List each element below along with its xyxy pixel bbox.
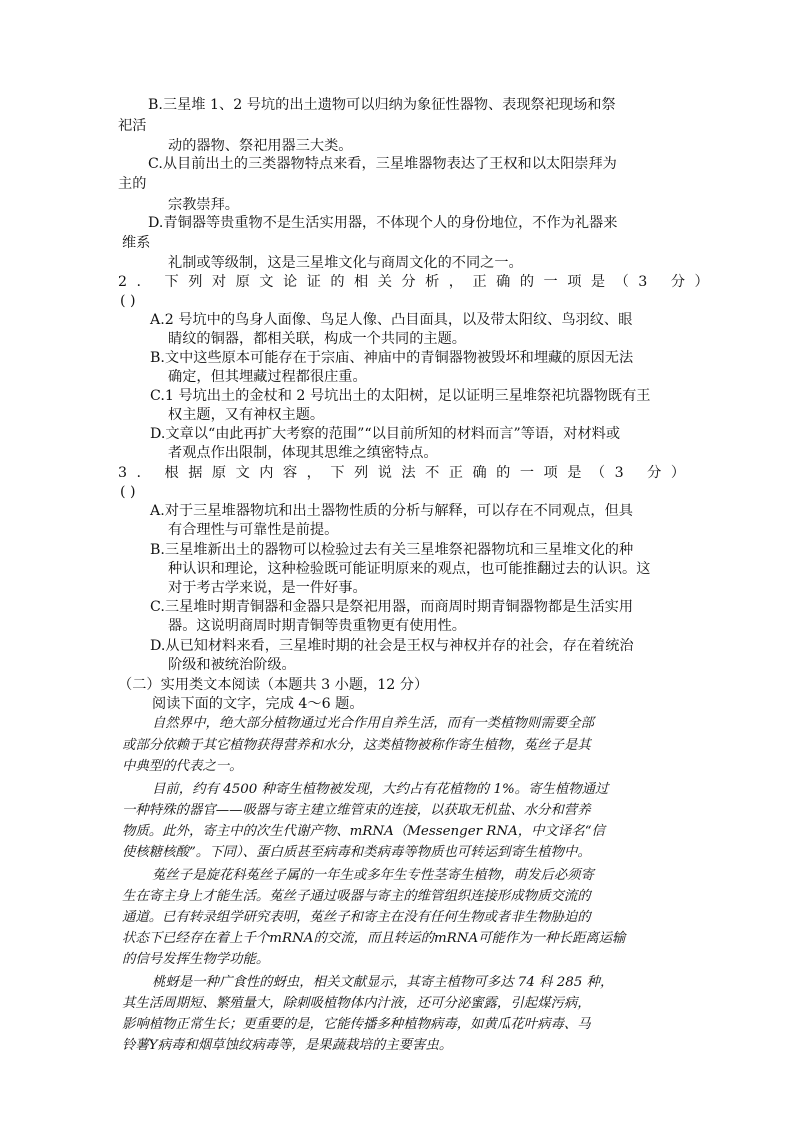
q3-stem: 3. 根据原文内容，下列说法不正确的一项是（3 分）	[118, 465, 695, 481]
q2-option-c-line1: C.1 号坑出土的金杖和 2 号坑出土的太阳树，足以证明三星堆祭祀坑器物既有王	[150, 388, 651, 404]
q2-answer-paren: ( )	[120, 293, 136, 309]
passage-p3-line4: 状态下已经存在着上千个mRNA的交流，而且转运的mRNA可能作为一种长距离运输	[122, 931, 626, 946]
q2-option-a-line1: A.2 号坑中的鸟身人面像、鸟足人像、凸目面具，以及带太阳纹、鸟羽纹、眼	[150, 312, 633, 328]
q2-stem: 2. 下列对原文论证的相关分析，正确的一项是（3 分）	[118, 274, 719, 290]
q3-option-c-line2: 器。这说明商周时期青铜等贵重物更有使用性。	[168, 618, 466, 634]
q1-option-d-line2: 维系	[122, 235, 151, 251]
q2-option-b-line2: 确定，但其埋藏过程都很庄重。	[168, 369, 367, 385]
q3-option-c-line1: C.三星堆时期青铜器和金器只是祭祀用器，而商周时期青铜器物都是生活实用	[150, 599, 634, 615]
q3-option-b-line2: 种认识和理论，这种检验既可能证明原来的观点，也可能推翻过去的认识。这	[168, 561, 651, 577]
q3-option-b-line3: 对于考古学来说，是一件好事。	[168, 580, 367, 596]
q2-option-d-line1: D.文章以“由此再扩大考察的范围”“以目前所知的材料而言”等语，对材料或	[150, 426, 621, 442]
q2-option-a-line2: 睛纹的铜器，都相关联，构成一个共同的主题。	[168, 331, 466, 347]
passage-p1-line1: 自然界中，绝大部分植物通过光合作用自养生活，而有一类植物则需要全部	[152, 716, 594, 731]
q1-option-d-line3: 礼制或等级制，这是三星堆文化与商周文化的不同之一。	[168, 255, 523, 271]
section-instruction: 阅读下面的文字，完成 4～6 题。	[152, 696, 364, 712]
passage-p4-line2: 其生活周期短、繁殖量大，除刺吸植物体内汁液，还可分泌蜜露，引起煤污病，	[122, 996, 591, 1011]
q1-option-b-line2: 祀活	[118, 118, 147, 134]
passage-p3-line5: 的信号发挥生物学功能。	[122, 952, 270, 967]
q1-option-b-line1: B.三星堆 1、2 号坑的出土遗物可以归纳为象征性器物、表现祭祀现场和祭	[148, 97, 616, 113]
passage-p3-line1: 菟丝子是旋花科菟丝子属的一年生或多年生专性茎寄生植物，萌发后必须寄	[152, 868, 594, 883]
q1-option-c-line1: C.从目前出土的三类器物特点来看，三星堆器物表达了王权和以太阳崇拜为	[148, 156, 617, 172]
passage-p4-line4: 铃薯Y病毒和烟草蚀纹病毒等，是果蔬栽培的主要害虫。	[122, 1038, 453, 1053]
q3-option-d-line2: 阶级和被统治阶级。	[168, 657, 296, 673]
passage-p2-line2: 一种特殊的器官——吸器与寄主建立维管束的连接，以获取无机盐、水分和营养	[122, 803, 591, 818]
q3-option-b-line1: B.三星堆新出土的器物可以检验过去有关三星堆祭祀器物坑和三星堆文化的种	[150, 542, 634, 558]
q3-option-a-line1: A.对于三星堆器物坑和出土器物性质的分析与解释，可以存在不同观点，但具	[150, 503, 633, 519]
passage-p1-line3: 中典型的代表之一。	[122, 759, 243, 774]
q2-option-d-line2: 者观点作出限制，体现其思维之缜密特点。	[168, 445, 438, 461]
passage-p2-line4: 使核糖核酸”。下同）、蛋白质甚至病毒和类病毒等物质也可转运到寄生植物中。	[122, 845, 591, 860]
q2-option-b-line1: B.文中这些原本可能存在于宗庙、神庙中的青铜器物被毁坏和埋藏的原因无法	[150, 350, 634, 366]
passage-p4-line1: 桃蚜是一种广食性的蚜虫，相关文献显示，其寄主植物可多达 74 科 285 种，	[152, 975, 614, 990]
passage-p2-line3: 物质。此外，寄主中的次生代谢产物、mRNA（Messenger RNA，中文译名“信	[122, 824, 605, 839]
passage-p4-line3: 影响植物正常生长；更重要的是，它能传播多种植物病毒，如黄瓜花叶病毒、马	[122, 1017, 591, 1032]
section-heading: （二）实用类文本阅读（本题共 3 小题，12 分）	[118, 677, 429, 693]
passage-p1-line2: 或部分依赖于其它植物获得营养和水分，这类植物被称作寄生植物，菟丝子是其	[122, 738, 591, 753]
q3-option-d-line1: D.从已知材料来看，三星堆时期的社会是王权与神权并存的社会，存在着统治	[150, 638, 634, 654]
q1-option-c-line3: 宗教崇拜。	[168, 197, 239, 213]
q1-option-c-line2: 主的	[118, 176, 147, 192]
q1-option-b-line3: 动的器物、祭祀用器三大类。	[168, 138, 353, 154]
q3-option-a-line2: 有合理性与可靠性是前提。	[168, 522, 339, 538]
passage-p2-line1: 目前，约有 4500 种寄生植物被发现，大约占有花植物的 1%。寄生植物通过	[152, 782, 609, 797]
q3-answer-paren: ( )	[120, 484, 136, 500]
passage-p3-line2: 生在寄主身上才能生活。菟丝子通过吸器与寄主的维管组织连接形成物质交流的	[122, 889, 591, 904]
q2-option-c-line2: 权主题，又有神权主题。	[168, 407, 325, 423]
passage-p3-line3: 通道。已有转录组学研究表明，菟丝子和寄主在没有任何生物或者非生物胁迫的	[122, 910, 591, 925]
q1-option-d-line1: D.青铜器等贵重物不是生活实用器，不体现个人的身份地位，不作为礼器来	[148, 215, 618, 231]
